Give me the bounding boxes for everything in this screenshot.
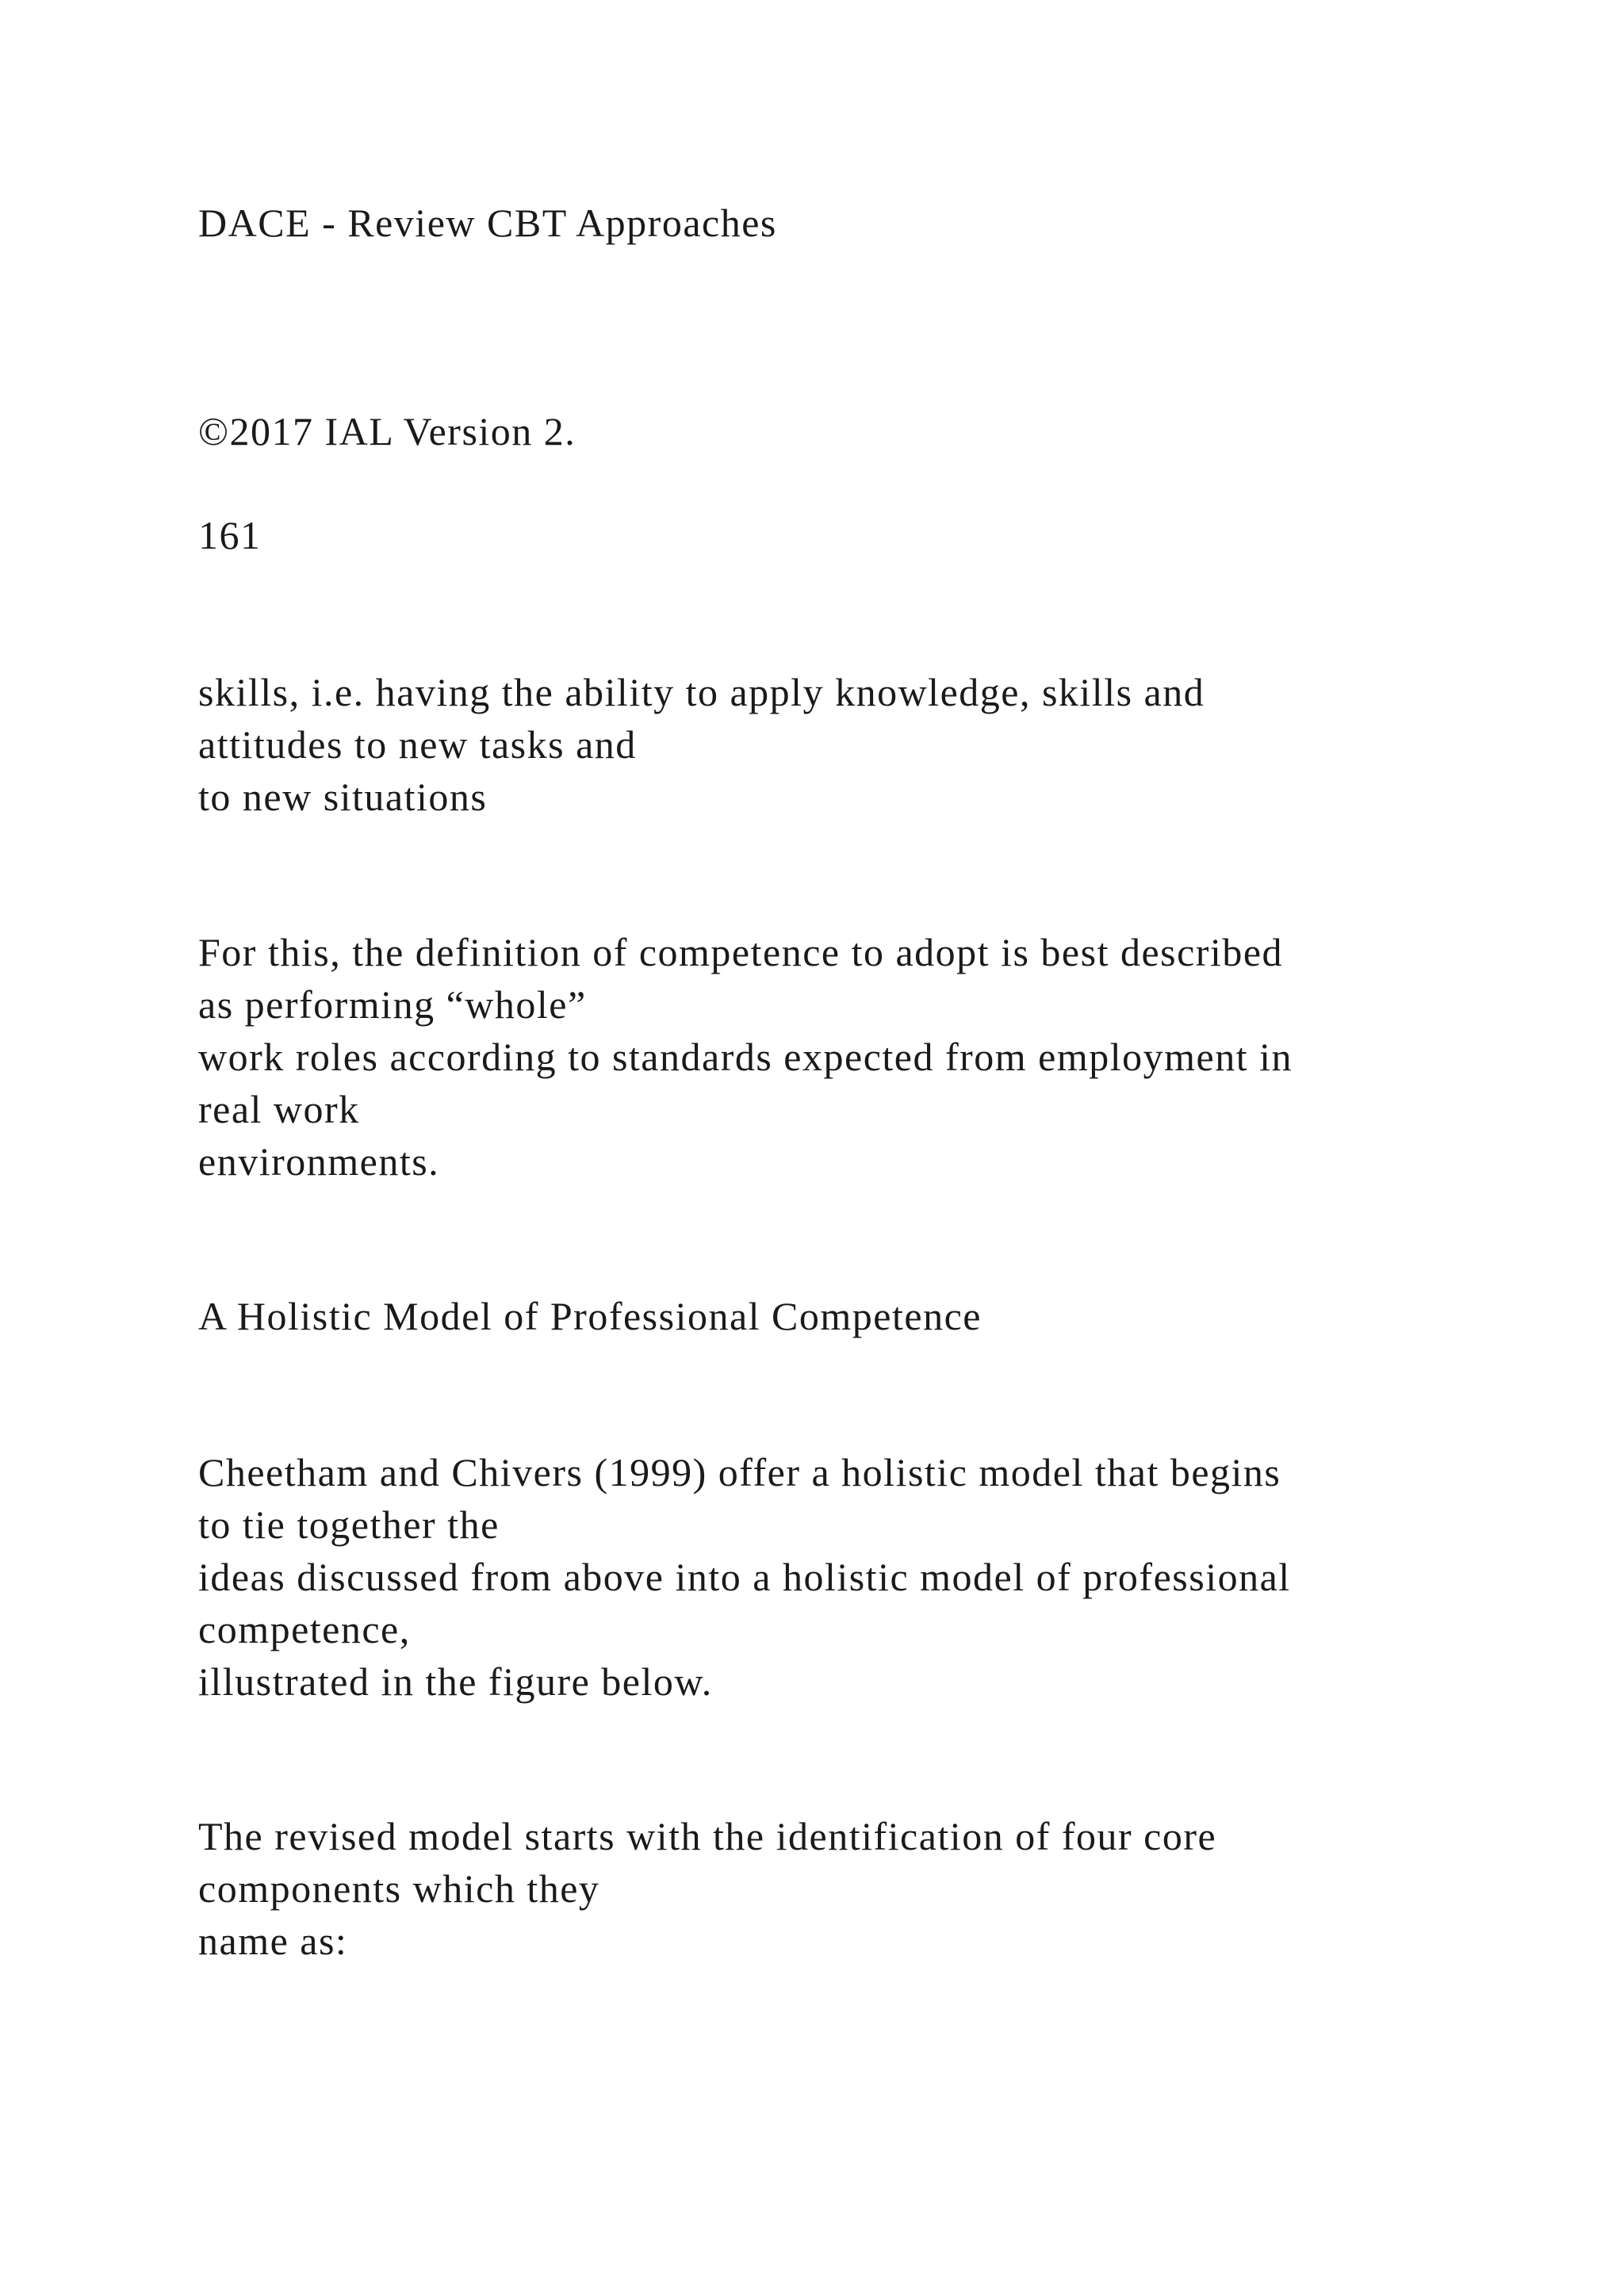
paragraph-line: The revised model starts with the identification of four core [198,1814,1217,1858]
paragraph-3 [198,1446,1546,1708]
document-page-number [198,509,1546,561]
paragraph-line: to tie together the [198,1502,500,1547]
paragraph-line: real work [198,1087,360,1131]
paragraph-line: Cheetham and Chivers (1999) offer a holistic model that begins [198,1450,1281,1494]
copyright-line: ©2017 IAL Version 2. [198,409,576,453]
paragraph-line: illustrated in the figure below. [198,1659,713,1704]
paragraph-line: work roles according to standards expected from employment in [198,1035,1293,1079]
paragraph-line: environments. [198,1139,440,1184]
paragraph-line: For this, the definition of competence to adopt is best described [198,930,1284,974]
paragraph-line: attitudes to new tasks and [198,722,637,767]
paragraph-2 [198,926,1546,1188]
paragraph-line: name as: [198,1919,348,1963]
paragraph-1 [198,666,1546,823]
paragraph-line: skills, i.e. having the ability to apply knowledge, skills and [198,670,1205,714]
header-title: DACE - Review CBT Approaches [198,201,777,245]
paragraph-line: competence, [198,1607,411,1651]
paragraph-line: ideas discussed from above into a holistic model of professional [198,1555,1291,1599]
paragraph-line: to new situations [198,775,488,819]
paragraph-line: components which they [198,1866,600,1911]
document-header-copyright [198,405,1546,457]
paragraph-line: as performing “whole” [198,982,587,1027]
page-number: 161 [198,513,262,557]
section-heading: A Holistic Model of Professional Competence [198,1294,982,1338]
section-heading-block [198,1290,1546,1342]
paragraph-4 [198,1810,1546,1967]
document-header-title [198,197,1546,249]
